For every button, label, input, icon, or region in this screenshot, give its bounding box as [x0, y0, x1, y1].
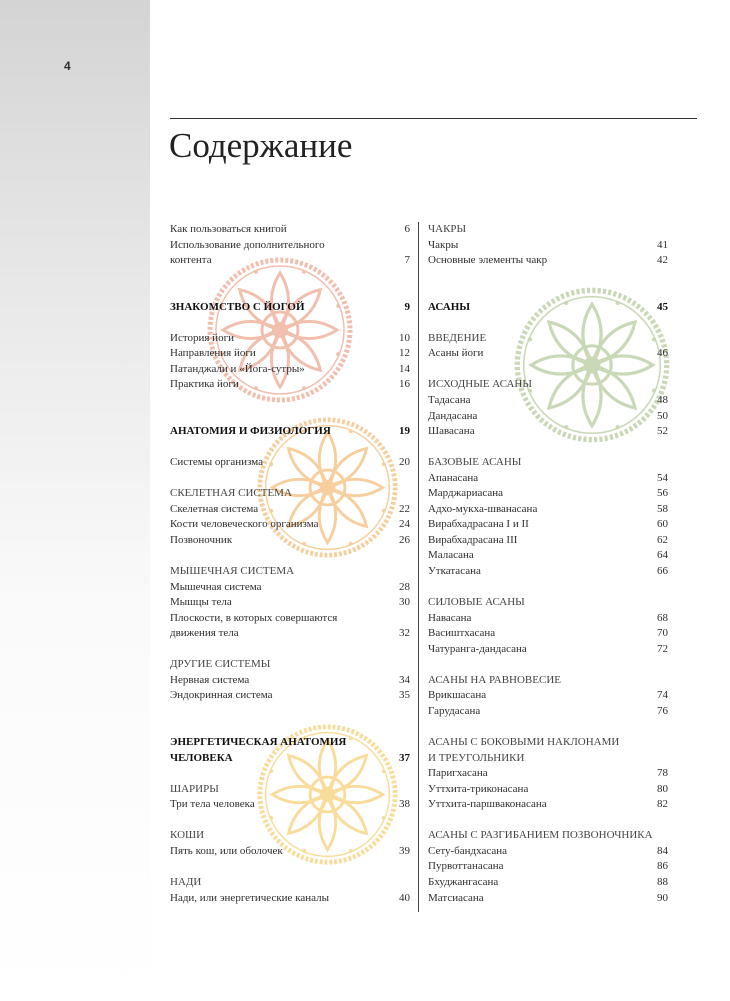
- spacer: [170, 409, 410, 425]
- toc-page-number: [648, 751, 668, 767]
- toc-page-number: [648, 331, 668, 347]
- gray-margin-strip: [0, 0, 150, 1001]
- toc-label: ШАРИРЫ: [170, 782, 219, 795]
- toc-left-column: [170, 222, 410, 906]
- toc-label: Плоскости, в которых совершаются: [170, 611, 338, 624]
- toc-page-number: 76: [657, 704, 668, 717]
- toc-label: ЭНЕРГЕТИЧЕСКАЯ АНАТОМИЯ: [170, 736, 347, 749]
- toc-label: Использование дополнительного: [170, 238, 325, 251]
- toc-entry: [428, 611, 668, 627]
- toc-part-heading: [170, 300, 410, 316]
- toc-label: Уткатасана: [428, 565, 481, 578]
- toc-entry: [170, 891, 410, 907]
- toc-label: Позвоночник: [170, 533, 233, 546]
- toc-label: Вирабхадрасана I и II: [428, 518, 529, 531]
- toc-label: Практика йоги: [170, 378, 239, 391]
- toc-label: Врикшасана: [428, 689, 487, 702]
- toc-label: ЧЕЛОВЕКА: [170, 751, 233, 764]
- toc-label: Васиштхасана: [428, 627, 496, 640]
- toc-entry: [428, 875, 668, 891]
- toc-page-number: 68: [657, 611, 668, 624]
- toc-label: Навасана: [428, 611, 472, 624]
- toc-entry: [170, 502, 410, 518]
- toc-entry: [170, 626, 410, 642]
- toc-entry: [428, 797, 668, 813]
- toc-right-column: [428, 222, 668, 906]
- spacer: [170, 284, 410, 300]
- toc-entry: [428, 844, 668, 860]
- toc-page-number: 84: [657, 844, 668, 857]
- toc-page-number: 40: [399, 891, 410, 904]
- toc-label: ЧАКРЫ: [428, 223, 467, 235]
- toc-label: МЫШЕЧНАЯ СИСТЕМА: [170, 565, 295, 578]
- spacer: [170, 269, 410, 285]
- toc-label: БАЗОВЫЕ АСАНЫ: [428, 456, 522, 469]
- toc-section-heading: [170, 564, 410, 580]
- toc-section-heading: [428, 222, 668, 238]
- toc-entry: [428, 564, 668, 580]
- toc-section-heading: [428, 455, 668, 471]
- toc-entry: [428, 533, 668, 549]
- toc-page-number: 26: [399, 533, 410, 546]
- toc-entry: [170, 222, 410, 238]
- toc-label: контента: [170, 254, 212, 267]
- toc-page-number: 90: [657, 891, 668, 904]
- toc-page-number: [653, 828, 673, 844]
- toc-page-number: [648, 377, 668, 393]
- toc-label: Эндокринная система: [170, 689, 273, 702]
- toc-label: ДРУГИЕ СИСТЕМЫ: [170, 658, 271, 671]
- toc-page-number: 45: [657, 300, 668, 313]
- toc-page-number: 38: [399, 798, 410, 811]
- spacer: [428, 362, 668, 378]
- toc-page-number: 52: [657, 425, 668, 438]
- toc-label: Основные элементы чакр: [428, 254, 548, 267]
- toc-page-number: 60: [657, 518, 668, 531]
- toc-entry: [428, 253, 668, 269]
- toc-page-number: 16: [399, 378, 410, 391]
- toc-label: АСАНЫ НА РАВНОВЕСИЕ: [428, 673, 561, 686]
- spacer: [170, 766, 410, 782]
- column-divider: [418, 222, 419, 912]
- toc-page-number: 80: [657, 782, 668, 795]
- toc-page-number: [390, 735, 410, 751]
- toc-entry: [170, 455, 410, 471]
- toc-entry: [170, 688, 410, 704]
- spacer: [428, 657, 668, 673]
- toc-entry: [170, 346, 410, 362]
- toc-entry: [428, 424, 668, 440]
- toc-entry: [170, 611, 410, 627]
- toc-label: Направления йоги: [170, 347, 256, 360]
- toc-label: Бхуджангасана: [428, 875, 499, 888]
- toc-section-heading: [428, 331, 668, 347]
- toc-page-number: 14: [399, 362, 410, 375]
- toc-page-number: [648, 222, 668, 238]
- toc-page-number: 6: [404, 223, 410, 235]
- toc-label: ЗНАКОМСТВО С ЙОГОЙ: [170, 300, 305, 313]
- toc-label: Тадасана: [428, 394, 471, 407]
- toc-label: История йоги: [170, 331, 234, 344]
- toc-label: Мышечная система: [170, 580, 262, 593]
- toc-label: Три тела человека: [170, 798, 255, 811]
- toc-label: Матсиасана: [428, 891, 484, 904]
- toc-label: Марджариасана: [428, 487, 504, 500]
- toc-page-number: [648, 455, 668, 471]
- spacer: [170, 720, 410, 736]
- toc-label: Системы организма: [170, 456, 264, 469]
- spacer: [428, 813, 668, 829]
- toc-section-heading: [428, 673, 668, 689]
- toc-section-heading: [170, 657, 410, 673]
- toc-section-heading: [428, 735, 668, 751]
- toc-page-number: [390, 238, 410, 254]
- toc-entry: [170, 331, 410, 347]
- toc-entry: [428, 548, 668, 564]
- toc-page-number: [390, 782, 410, 798]
- toc-label: движения тела: [170, 627, 239, 640]
- toc-page-number: 32: [399, 627, 410, 640]
- toc-page-number: 19: [399, 425, 410, 438]
- toc-entry: [170, 517, 410, 533]
- toc-page-number: [390, 564, 410, 580]
- spacer: [170, 471, 410, 487]
- toc-entry: [428, 238, 668, 254]
- toc-section-heading: [170, 828, 410, 844]
- spacer: [170, 548, 410, 564]
- toc-entry: [428, 704, 668, 720]
- toc-label: Мышцы тела: [170, 596, 232, 609]
- toc-label: Асаны йоги: [428, 347, 484, 360]
- toc-label: Пять кош, или оболочек: [170, 844, 283, 857]
- spacer: [170, 642, 410, 658]
- toc-page-number: 12: [399, 347, 410, 360]
- spacer: [428, 269, 668, 285]
- toc-page-number: [390, 611, 410, 627]
- toc-entry: [170, 580, 410, 596]
- toc-entry: [428, 517, 668, 533]
- toc-entry: [428, 346, 668, 362]
- toc-entry: [170, 673, 410, 689]
- toc-label: Дандасана: [428, 409, 478, 422]
- spacer: [170, 704, 410, 720]
- spacer: [428, 580, 668, 596]
- toc-entry: [428, 486, 668, 502]
- toc-label: АНАТОМИЯ И ФИЗИОЛОГИЯ: [170, 425, 331, 438]
- spacer: [428, 720, 668, 736]
- toc-page-number: 7: [404, 254, 410, 267]
- toc-label: Вирабхадрасана III: [428, 533, 518, 546]
- toc-page-number: 64: [657, 549, 668, 562]
- toc-page-number: 10: [399, 331, 410, 344]
- toc-label: Гарудасана: [428, 704, 481, 717]
- toc-label: Чатуранга-дандасана: [428, 642, 527, 655]
- toc-label: АСАНЫ С БОКОВЫМИ НАКЛОНАМИ: [428, 736, 620, 749]
- toc-page-number: 50: [657, 409, 668, 422]
- title-rule: [170, 118, 697, 119]
- toc-section-heading: [428, 377, 668, 393]
- toc-page-number: [648, 735, 668, 751]
- toc-entry: [428, 393, 668, 409]
- toc-label: Патанджали и «Йога-сутры»: [170, 362, 305, 375]
- spacer: [428, 284, 668, 300]
- toc-part-heading: [170, 751, 410, 767]
- toc-label: Уттхита-паршваконасана: [428, 798, 547, 811]
- toc-page-number: 9: [404, 300, 410, 313]
- toc-entry: [428, 409, 668, 425]
- toc-page-number: 70: [657, 627, 668, 640]
- toc-label: Апанасана: [428, 471, 479, 484]
- toc-entry: [170, 362, 410, 378]
- toc-entry: [428, 688, 668, 704]
- toc-page-number: 30: [399, 596, 410, 609]
- toc-entry: [170, 595, 410, 611]
- toc-label: Пурвоттанасана: [428, 860, 504, 873]
- toc-page-number: 37: [399, 751, 410, 764]
- toc-page-number: 48: [657, 394, 668, 407]
- spacer: [170, 440, 410, 456]
- toc-entry: [428, 626, 668, 642]
- toc-page-number: 78: [657, 767, 668, 780]
- toc-label: Кости человеческого организма: [170, 518, 319, 531]
- toc-section-heading: [428, 828, 668, 844]
- toc-page-number: [390, 486, 410, 502]
- toc-entry: [428, 891, 668, 907]
- toc-label: Шавасана: [428, 425, 475, 438]
- toc-entry: [428, 782, 668, 798]
- toc-part-heading: [170, 735, 410, 751]
- toc-entry: [428, 766, 668, 782]
- toc-label: КОШИ: [170, 829, 205, 842]
- toc-page-number: 62: [657, 533, 668, 546]
- toc-page-number: 24: [399, 518, 410, 531]
- toc-label: Маласана: [428, 549, 474, 562]
- toc-label: ВВЕДЕНИЕ: [428, 331, 487, 344]
- page-title: Содержание: [169, 126, 353, 165]
- toc-label: СИЛОВЫЕ АСАНЫ: [428, 596, 525, 609]
- toc-page-number: 72: [657, 642, 668, 655]
- toc-page-number: 82: [657, 798, 668, 811]
- toc-entry: [170, 253, 410, 269]
- spacer: [170, 813, 410, 829]
- toc-label: ИСХОДНЫЕ АСАНЫ: [428, 378, 532, 391]
- toc-label: Как пользоваться книгой: [170, 223, 287, 235]
- toc-page-number: 74: [657, 689, 668, 702]
- toc-page-number: 88: [657, 875, 668, 888]
- toc-part-heading: [428, 300, 668, 316]
- spacer: [170, 315, 410, 331]
- toc-page-number: [390, 657, 410, 673]
- toc-page-number: 46: [657, 347, 668, 360]
- toc-page-number: [390, 875, 410, 891]
- toc-page-number: 58: [657, 502, 668, 515]
- toc-label: Нади, или энергетические каналы: [170, 891, 329, 904]
- toc-label: Адхо-мукха-шванасана: [428, 502, 538, 515]
- toc-label: И ТРЕУГОЛЬНИКИ: [428, 751, 525, 764]
- toc-page-number: [390, 828, 410, 844]
- toc-entry: [428, 502, 668, 518]
- toc-entry: [170, 238, 410, 254]
- spacer: [428, 315, 668, 331]
- toc-section-heading: [170, 875, 410, 891]
- toc-part-heading: [170, 424, 410, 440]
- toc-section-heading: [170, 486, 410, 502]
- toc-page-number: 22: [399, 502, 410, 515]
- toc-page-number: [648, 595, 668, 611]
- toc-label: Нервная система: [170, 673, 250, 686]
- toc-section-heading: [170, 782, 410, 798]
- spacer: [170, 393, 410, 409]
- toc-label: АСАНЫ С РАЗГИБАНИЕМ ПОЗВОНОЧНИКА: [428, 829, 653, 842]
- toc-page-number: 41: [657, 238, 668, 251]
- spacer: [428, 440, 668, 456]
- toc-section-heading: [428, 751, 668, 767]
- toc-entry: [428, 642, 668, 658]
- toc-page-number: 39: [399, 844, 410, 857]
- toc-label: Сету-бандхасана: [428, 844, 508, 857]
- toc-page-number: 86: [657, 860, 668, 873]
- toc-page-number: 42: [657, 254, 668, 267]
- toc-page-number: 56: [657, 487, 668, 500]
- toc-label: АСАНЫ: [428, 300, 471, 313]
- toc-page-number: 35: [399, 689, 410, 702]
- toc-entry: [170, 797, 410, 813]
- page-number: 4: [64, 59, 71, 73]
- toc-entry: [170, 377, 410, 393]
- toc-entry: [428, 471, 668, 487]
- toc-label: Скелетная система: [170, 502, 259, 515]
- toc-page-number: [648, 673, 668, 689]
- toc-page-number: 54: [657, 471, 668, 484]
- toc-page-number: 66: [657, 565, 668, 578]
- toc-page-number: 34: [399, 673, 410, 686]
- toc-label: НАДИ: [170, 875, 202, 888]
- toc-section-heading: [428, 595, 668, 611]
- toc-entry: [428, 859, 668, 875]
- toc-label: Уттхита-триконасана: [428, 782, 529, 795]
- toc-entry: [170, 844, 410, 860]
- toc-page-number: 20: [399, 456, 410, 469]
- spacer: [170, 859, 410, 875]
- toc-page-number: 28: [399, 580, 410, 593]
- toc-label: СКЕЛЕТНАЯ СИСТЕМА: [170, 487, 292, 500]
- toc-label: Чакры: [428, 238, 459, 251]
- toc-entry: [170, 533, 410, 549]
- toc-label: Паригхасана: [428, 767, 488, 780]
